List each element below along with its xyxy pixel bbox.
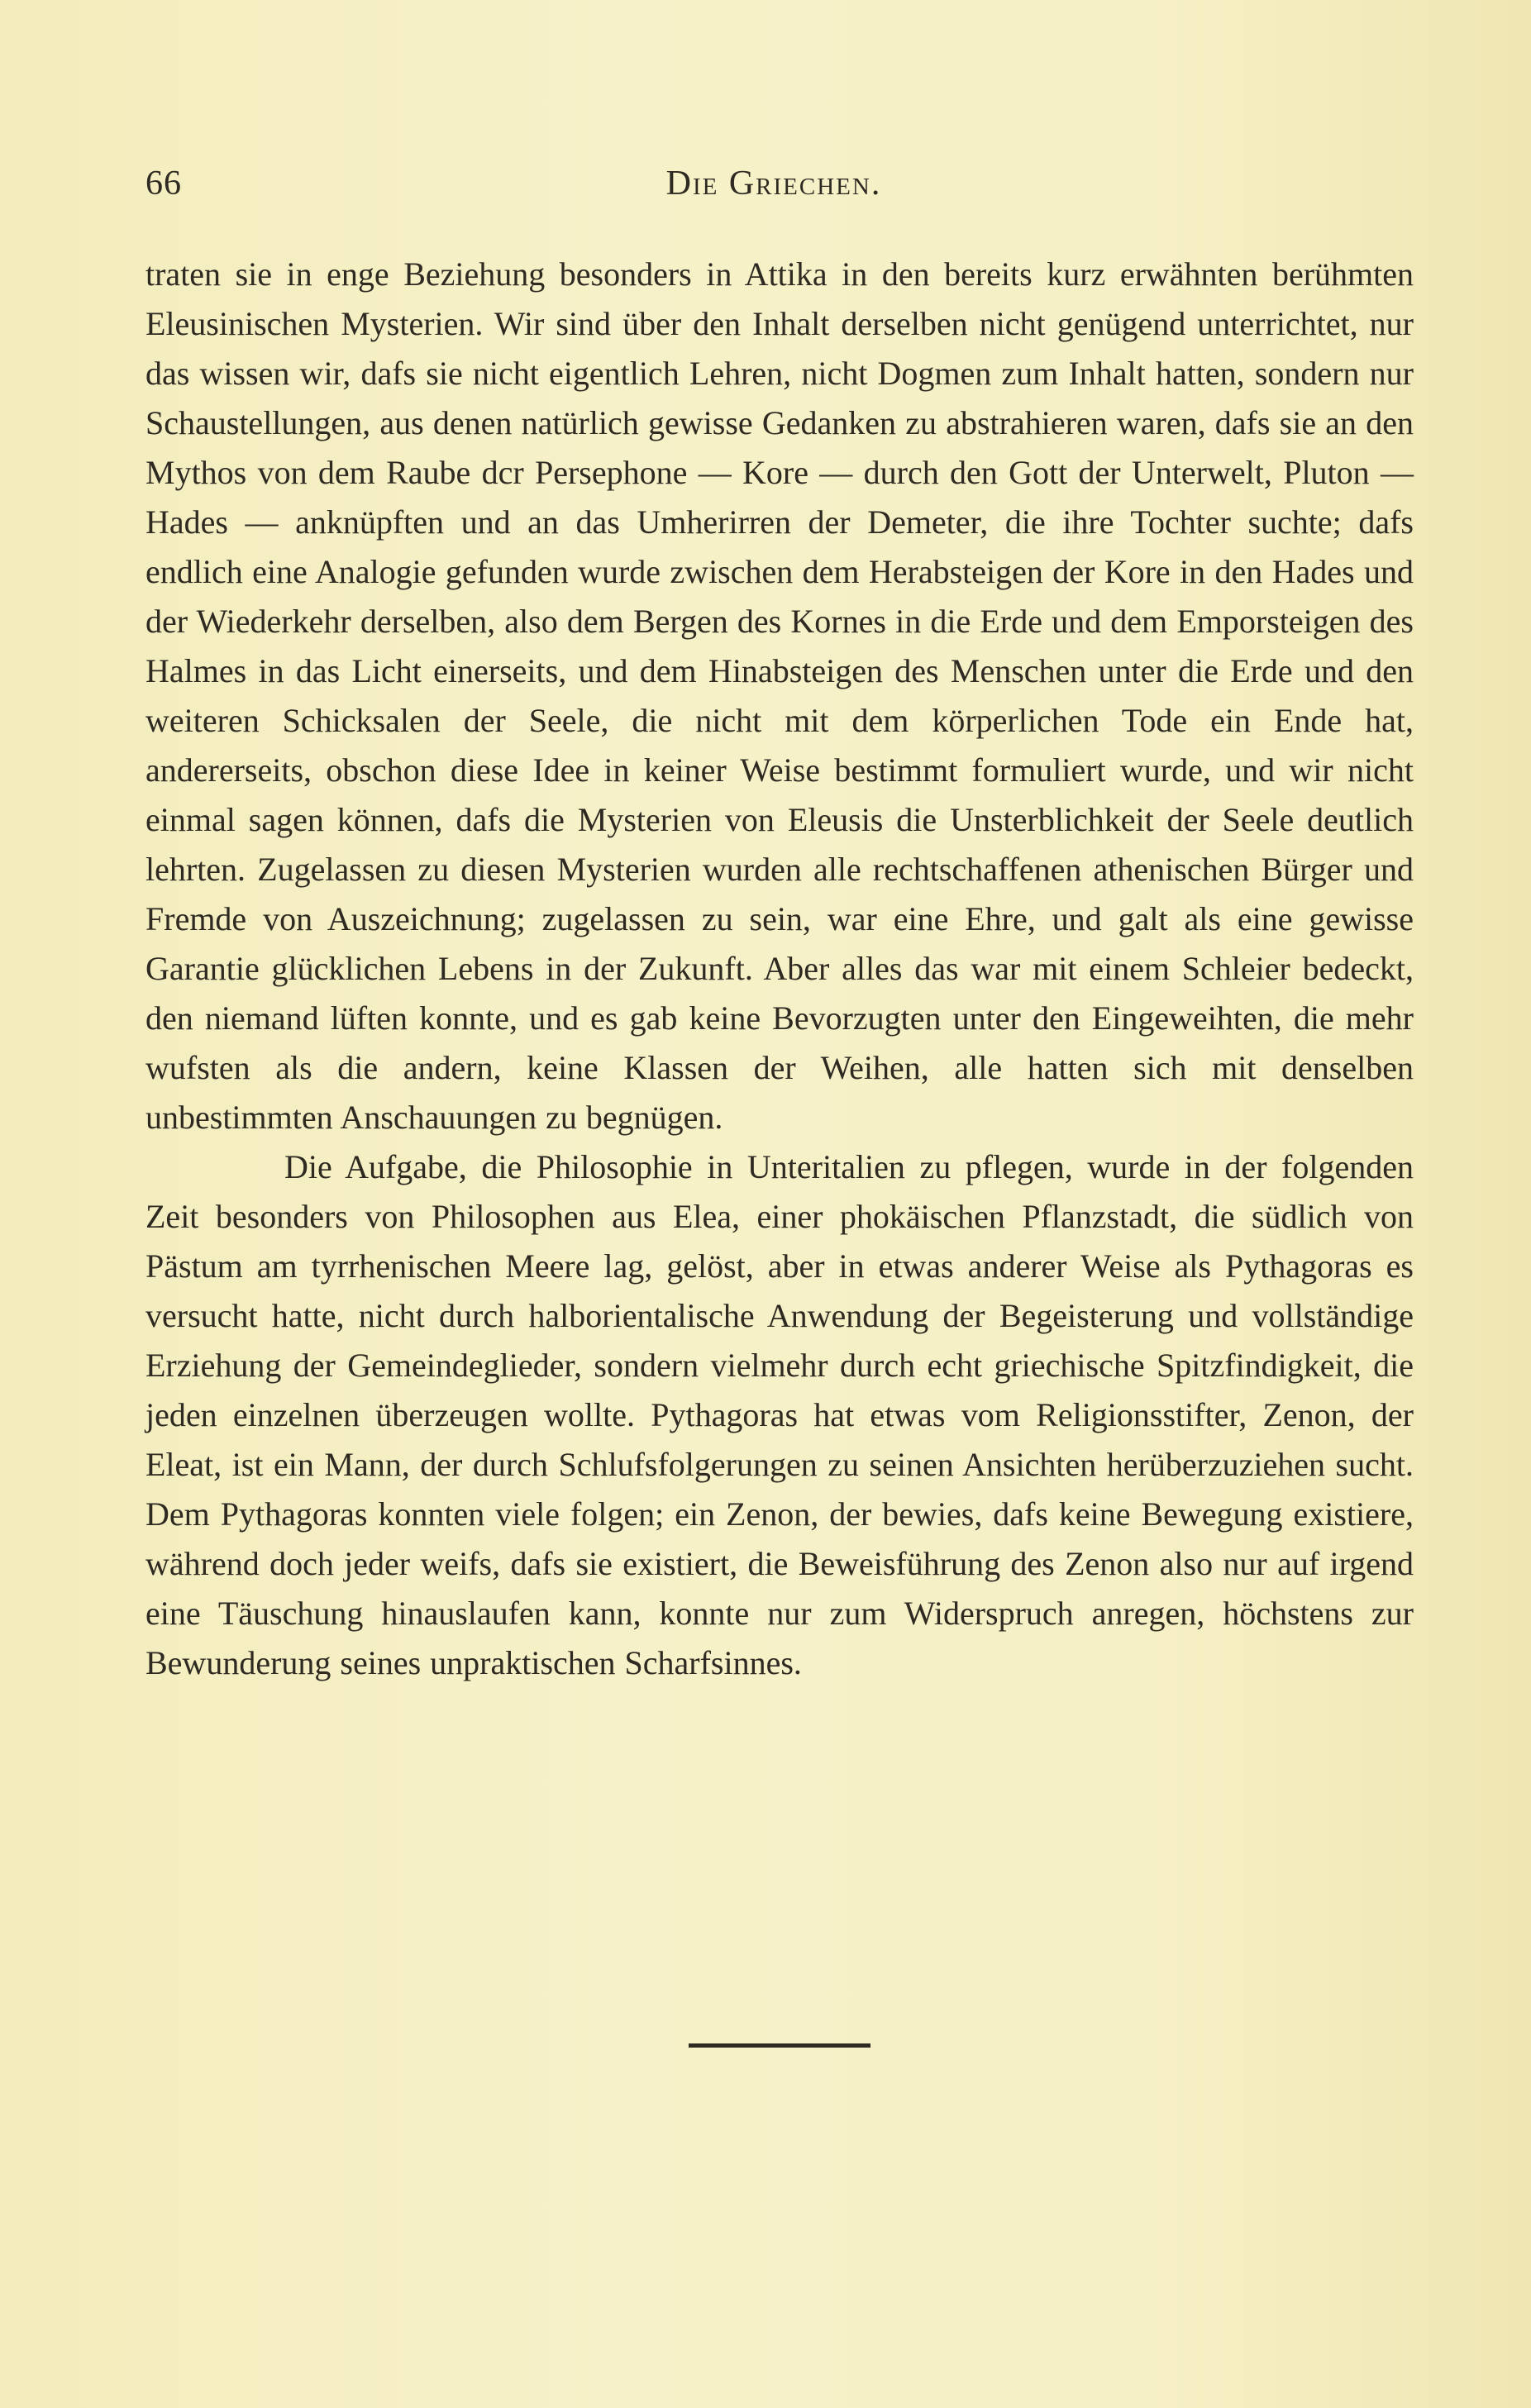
body-text <box>145 250 1414 1688</box>
page-header <box>145 164 1402 213</box>
section-end-rule <box>689 2043 870 2048</box>
running-title: Die Griechen. <box>665 165 882 203</box>
paragraph-2: Die Aufgabe, die Philosophie in Unteritalien zu pflegen, wurde in der folgenden Zeit besonders von Philosophen aus Elea, einer phokäischen Pflanzstadt, die südlich von Pästum am tyrrhenischen Meere lag, gelöst, aber in etwas anderer Weise als Pythagoras es versucht hatte, nicht durch halborientalische Anwendung der Begeisterung und vollständige Erziehung der Gemeindeglieder, sondern vielmehr durch echt griechische Spitzfindigkeit, die jeden einzelnen überzeugen wollte. Pythagoras hat etwas vom Religionsstifter, Zenon, der Eleat, ist ein Mann, der durch Schlufsfolgerungen zu seinen Ansichten herüberzuziehen sucht. Dem Pythagoras konnten viele folgen; ein Zenon, der bewies, dafs keine Bewegung existiere, während doch jeder weifs, dafs sie existiert, die Beweisführung des Zenon also nur auf irgend eine Täuschung hinauslaufen kann, konnte nur zum Widerspruch anregen, höchstens zur Bewunderung seines unpraktischen Scharfsinnes. <box>145 1148 1414 1681</box>
paragraph-1: traten sie in enge Beziehung besonders in Attika in den bereits kurz erwähnten berühmten Eleusinischen Mysterien. Wir sind über den Inhalt derselben nicht genügend unterrichtet, nur das wissen wir, dafs sie nicht eigentlich Lehren, nicht Dogmen zum Inhalt hatten, sondern nur Schaustellungen, aus denen natürlich gewisse Gedanken zu abstrahieren waren, dafs sie an den Mythos von dem Raube dcr Persephone — Kore — durch den Gott der Unterwelt, Pluton — Hades — anknüpften und an das Umherirren der Demeter, die ihre Tochter suchte; dafs endlich eine Analogie gefunden wurde zwischen dem Herabsteigen der Kore in den Hades und der Wiederkehr derselben, also dem Bergen des Kornes in die Erde und dem Emporsteigen des Halmes in das Licht einerseits, und dem Hinabsteigen des Menschen unter die Erde und den weiteren Schicksalen der Seele, die nicht mit dem körperlichen Tode ein Ende hat, andererseits, obschon diese Idee in keiner Weise bestimmt formuliert wurde, und wir nicht einmal sagen können, dafs die Mysterien von Eleusis die Unsterblichkeit der Seele deutlich lehrten. Zugelassen zu diesen Mysterien wurden alle rechtschaffenen athenischen Bürger und Fremde von Auszeichnung; zugelassen zu sein, war eine Ehre, und galt als eine gewisse Garantie glücklichen Lebens in der Zukunft. Aber alles das war mit einem Schleier bedeckt, den niemand lüften konnte, und es gab keine Bevorzugten unter den Eingeweihten, die mehr wufsten als die andern, keine Klassen der Weihen, alle hatten sich mit denselben unbestimmten Anschauungen zu begnügen. <box>145 255 1414 1136</box>
page-number: 66 <box>145 165 182 203</box>
